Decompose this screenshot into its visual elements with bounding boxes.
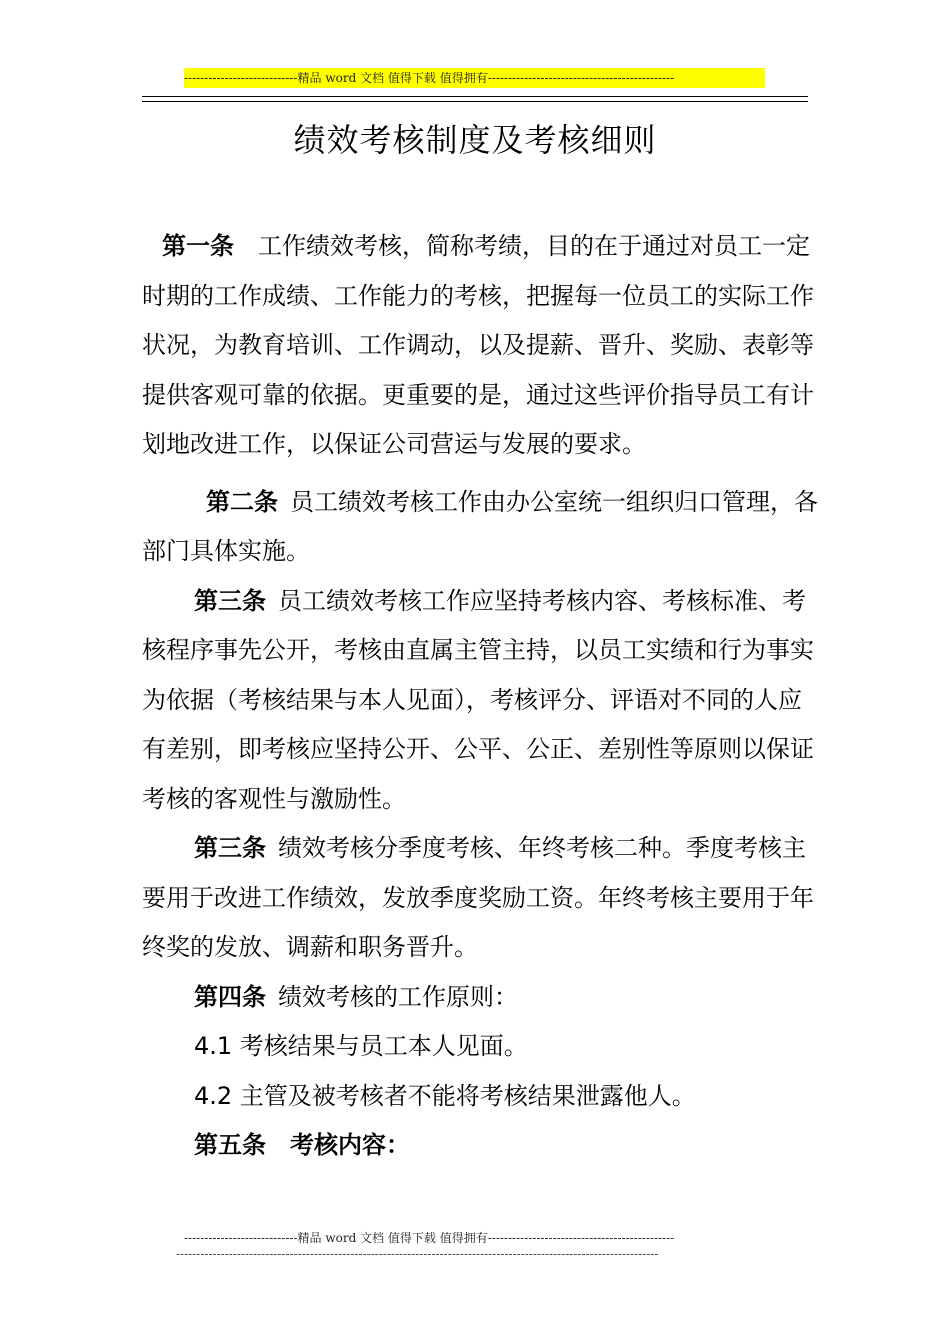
article-1 xyxy=(142,222,822,470)
article-4 xyxy=(142,973,822,1023)
header-banner: ----------------------------精品 word 文档 值得下载 值得拥有---------------------------------------------- xyxy=(184,68,765,88)
article-text: 员工绩效考核工作由办公室统一组织归口管理，各部门具体实施。 xyxy=(142,487,818,565)
article-text: 考核内容： xyxy=(290,1131,410,1159)
article-label: 第五条 xyxy=(194,1131,266,1159)
article-label: 第二条 xyxy=(206,487,278,516)
header-rule-top xyxy=(142,96,808,97)
article-3b xyxy=(142,824,822,973)
footer-rule: ----------------------------------------------------------------------------------------------------------------------- xyxy=(176,1247,659,1261)
article-text: 员工绩效考核工作应坚持考核内容、考核标准、考核程序事先公开，考核由直属主管主持，以员工实绩和行为事实为依据（考核结果与本人见面），考核评分、评语对不同的人应有差别，即考核应坚持公开、公平、公正、差别性等原则以保证考核的客观性与激励性。 xyxy=(142,586,814,813)
clause-text: 4.2 主管及被考核者不能将考核结果泄露他人。 xyxy=(194,1081,696,1110)
article-label: 第三条 xyxy=(194,834,266,862)
footer-banner: ----------------------------精品 word 文档 值得下载 值得拥有---------------------------------------------- xyxy=(184,1231,675,1245)
article-label: 第一条 xyxy=(162,232,234,260)
article-text: 工作绩效考核，简称考绩，目的在于通过对员工一定时期的工作成绩、工作能力的考核，把握每一位员工的实际工作状况，为教育培训、工作调动，以及提薪、晋升、奖励、表彰等提供客观可靠的依据。更重要的是，通过这些评价指导员工有计划地改进工作，以保证公司营运与发展的要求。 xyxy=(142,232,814,458)
clause-text: 4.1 考核结果与员工本人见面。 xyxy=(194,1032,528,1060)
article-text: 绩效考核分季度考核、年终考核二种。季度考核主要用于改进工作绩效，发放季度奖励工资。年终考核主要用于年终奖的发放、调薪和职务晋升。 xyxy=(142,834,814,961)
article-2 xyxy=(142,478,822,577)
article-3 xyxy=(142,577,822,825)
clause-4-1 xyxy=(142,1022,822,1072)
article-label: 第四条 xyxy=(194,982,266,1011)
document-title: 绩效考核制度及考核细则 xyxy=(293,121,657,159)
clause-4-2 xyxy=(142,1072,822,1122)
header-rule-bottom xyxy=(142,101,808,102)
document-body xyxy=(142,222,822,1171)
article-text: 绩效考核的工作原则： xyxy=(278,982,518,1011)
article-label: 第三条 xyxy=(194,586,266,615)
article-5 xyxy=(142,1121,822,1171)
